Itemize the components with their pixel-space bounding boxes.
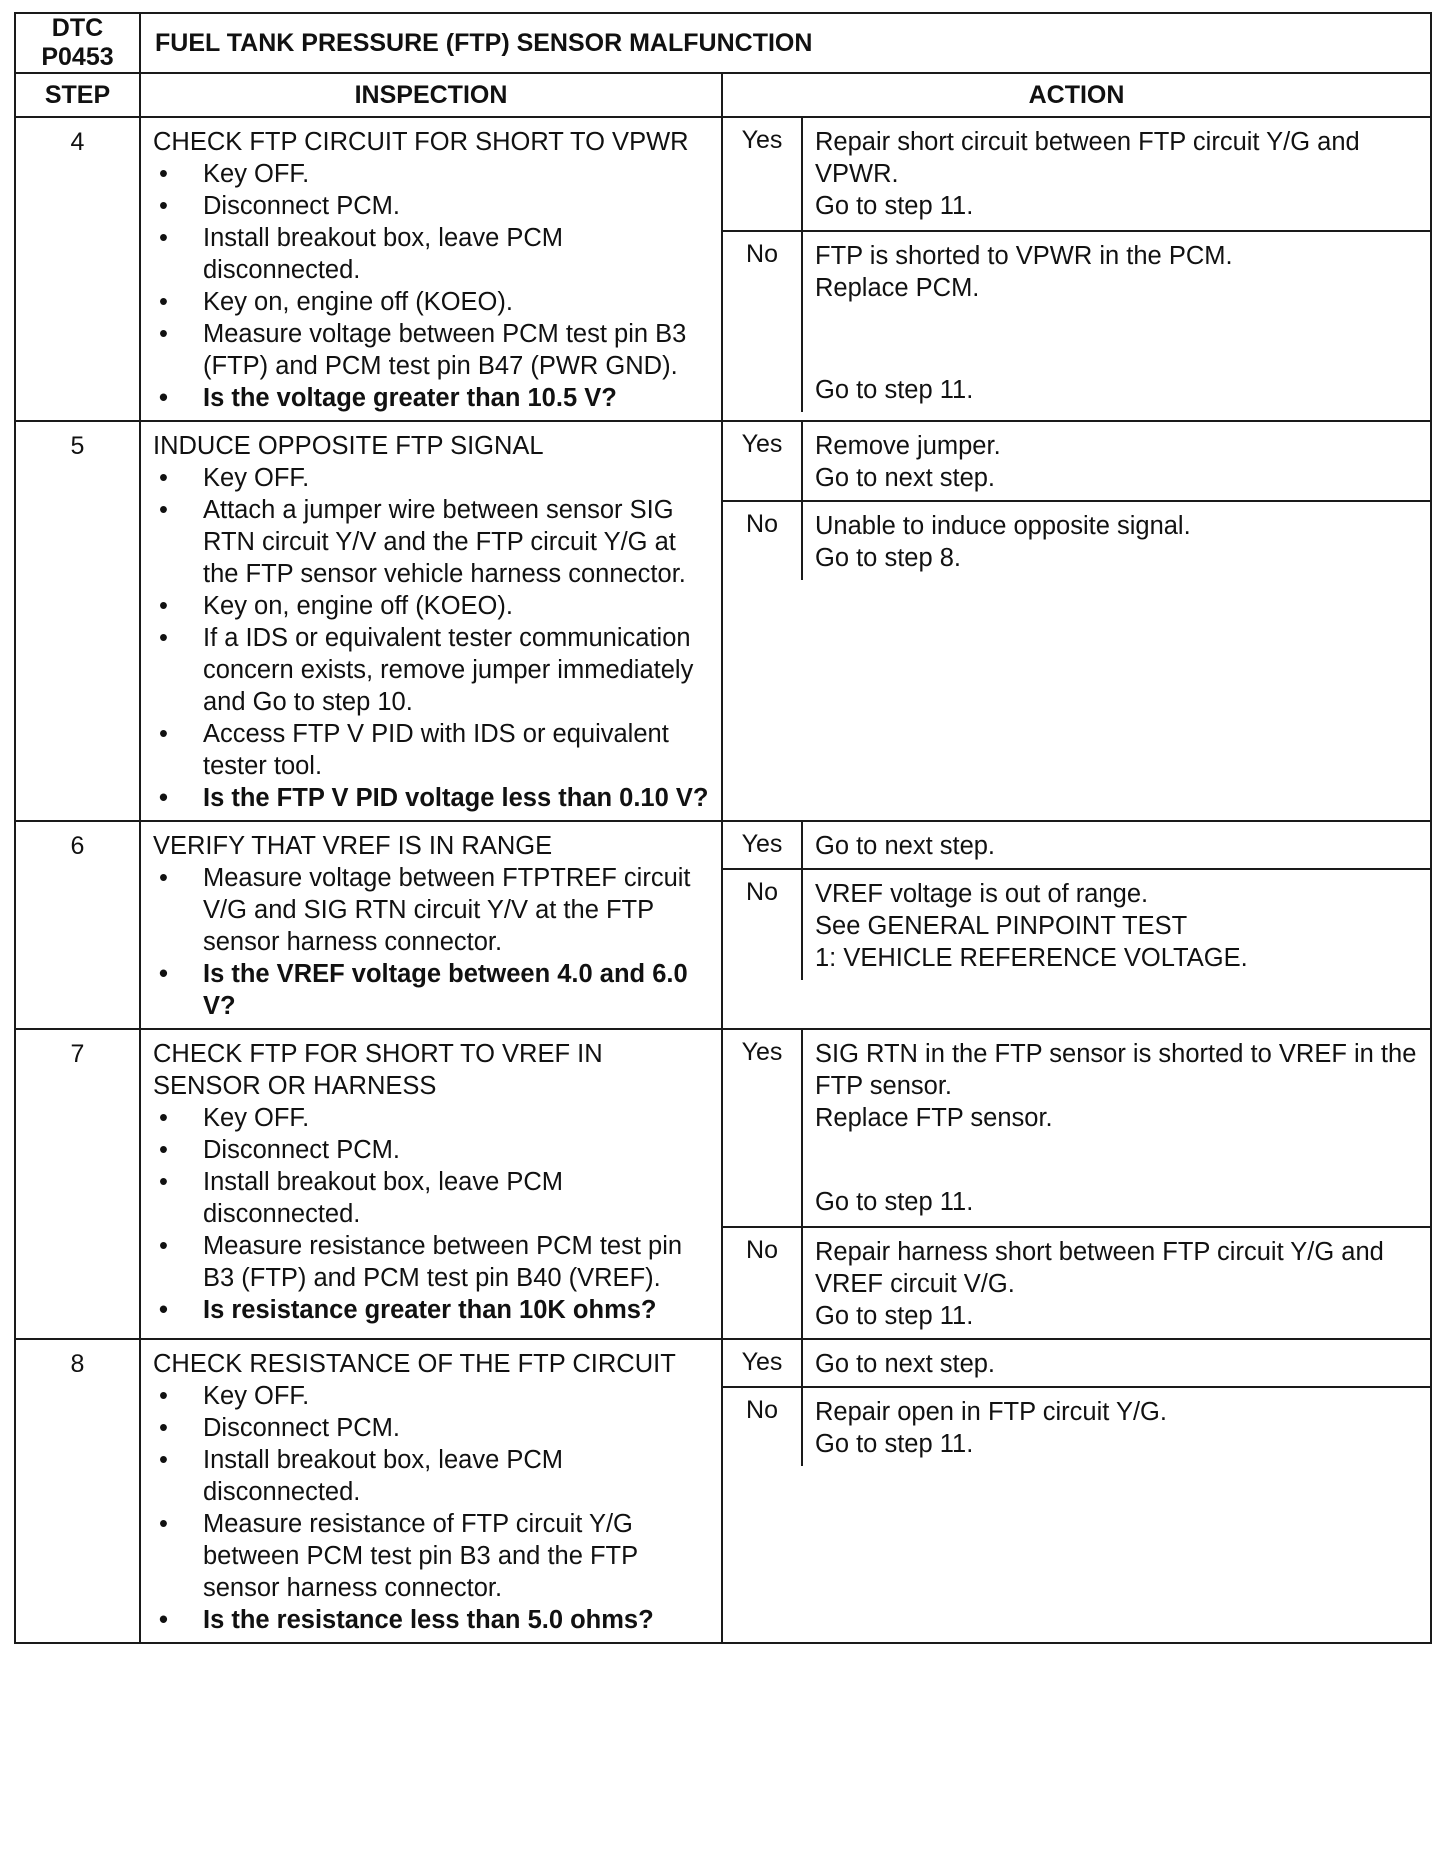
step-number: 6 (15, 821, 140, 1029)
column-inspection: INSPECTION (140, 73, 722, 117)
no-answer (723, 870, 1430, 980)
no-action-text (803, 502, 1430, 580)
inspection-cell (140, 421, 722, 821)
inspection-step: • Key OFF. (153, 462, 713, 494)
action-line: Go to step 11. (815, 1430, 974, 1458)
table-header-row (15, 13, 1431, 73)
action-line: Repair harness short between FTP circuit Y/G and VREF circuit V/G. (815, 1238, 1384, 1298)
action-spacer (815, 304, 1420, 374)
inspection-heading: INDUCE OPPOSITE FTP SIGNAL (153, 432, 544, 460)
action-line: SIG RTN in the FTP sensor is shorted to VREF in the FTP sensor. (815, 1040, 1417, 1100)
action-line: Go to next step. (815, 832, 996, 860)
action-line: Go to next step. (815, 464, 996, 492)
step-row (15, 117, 1431, 421)
yes-label: Yes (723, 822, 803, 868)
action-line: Remove jumper. (815, 432, 1001, 460)
inspection-heading: CHECK FTP CIRCUIT FOR SHORT TO VPWR (153, 128, 689, 156)
yes-answer (723, 422, 1430, 502)
no-label: No (723, 502, 803, 580)
inspection-step: • Measure voltage between PCM test pin B3 (FTP) and PCM test pin B47 (PWR GND). (153, 318, 713, 382)
inspection-step: • Measure voltage between FTPTREF circuit V/G and SIG RTN circuit Y/V at the FTP sensor harness connector. (153, 862, 713, 958)
action-line: Replace PCM. (815, 274, 980, 302)
inspection-step: • Install breakout box, leave PCM disconnected. (153, 1166, 713, 1230)
yes-answer (723, 1030, 1430, 1228)
inspection-step: • Key OFF. (153, 1102, 713, 1134)
action-line: Go to step 11. (815, 192, 974, 220)
inspection-steps-list (153, 862, 713, 1022)
no-label: No (723, 1228, 803, 1338)
action-line: Go to next step. (815, 1350, 996, 1378)
action-line: See GENERAL PINPOINT TEST (815, 912, 1188, 940)
inspection-steps-list (153, 462, 713, 814)
action-cell (722, 421, 1431, 821)
column-header-row (15, 73, 1431, 117)
inspection-cell (140, 117, 722, 421)
no-label: No (723, 232, 803, 412)
step-number: 5 (15, 421, 140, 821)
inspection-step: • Install breakout box, leave PCM disconnected. (153, 1444, 713, 1508)
action-line: Go to step 8. (815, 544, 962, 572)
action-cell (722, 821, 1431, 1029)
inspection-steps-list (153, 1102, 713, 1326)
step-number: 4 (15, 117, 140, 421)
inspection-question: • Is the FTP V PID voltage less than 0.10 V? (153, 782, 713, 814)
inspection-step: • Measure resistance between PCM test pin B3 (FTP) and PCM test pin B40 (VREF). (153, 1230, 713, 1294)
inspection-question: • Is resistance greater than 10K ohms? (153, 1294, 713, 1326)
diagnostic-table (14, 12, 1432, 1644)
inspection-question: • Is the voltage greater than 10.5 V? (153, 382, 713, 414)
inspection-step: • Key OFF. (153, 1380, 713, 1412)
inspection-step: • Disconnect PCM. (153, 1134, 713, 1166)
action-line: Repair open in FTP circuit Y/G. (815, 1398, 1167, 1426)
yes-action-text (803, 422, 1430, 500)
yes-answer (723, 1340, 1430, 1388)
diagnostic-table-page (14, 12, 1430, 1644)
inspection-steps-list (153, 158, 713, 414)
no-answer (723, 502, 1430, 580)
no-label: No (723, 1388, 803, 1466)
step-row (15, 821, 1431, 1029)
no-action-text (803, 870, 1430, 980)
step-rows (15, 117, 1431, 1643)
action-line: Go to step 11. (815, 376, 974, 404)
step-number: 8 (15, 1339, 140, 1643)
yes-action-text (803, 118, 1430, 230)
inspection-step: • Key OFF. (153, 158, 713, 190)
action-line: VREF voltage is out of range. (815, 880, 1149, 908)
yes-action-text (803, 1030, 1430, 1226)
yes-answer (723, 822, 1430, 870)
inspection-step: • Attach a jumper wire between sensor SIG RTN circuit Y/V and the FTP circuit Y/G at the FTP sensor vehicle harness connector. (153, 494, 713, 590)
action-line: Unable to induce opposite signal. (815, 512, 1191, 540)
inspection-step: • Key on, engine off (KOEO). (153, 286, 713, 318)
inspection-heading: CHECK FTP FOR SHORT TO VREF IN SENSOR OR HARNESS (153, 1040, 603, 1100)
column-step: STEP (15, 73, 140, 117)
no-answer (723, 232, 1430, 412)
dtc-title: FUEL TANK PRESSURE (FTP) SENSOR MALFUNCTION (140, 13, 1431, 73)
yes-action-text (803, 1340, 1430, 1386)
inspection-question: • Is the VREF voltage between 4.0 and 6.0 V? (153, 958, 713, 1022)
column-action: ACTION (722, 73, 1431, 117)
yes-label: Yes (723, 1340, 803, 1386)
action-line: FTP is shorted to VPWR in the PCM. (815, 242, 1233, 270)
yes-label: Yes (723, 1030, 803, 1226)
action-line: Replace FTP sensor. (815, 1104, 1053, 1132)
step-row (15, 1029, 1431, 1339)
yes-label: Yes (723, 422, 803, 500)
yes-label: Yes (723, 118, 803, 230)
action-spacer (815, 1134, 1420, 1186)
no-answer (723, 1388, 1430, 1466)
inspection-step: • Key on, engine off (KOEO). (153, 590, 713, 622)
no-action-text (803, 1388, 1430, 1466)
action-cell (722, 117, 1431, 421)
no-label: No (723, 870, 803, 980)
dtc-code: DTC P0453 (15, 13, 140, 73)
inspection-cell (140, 821, 722, 1029)
yes-answer (723, 118, 1430, 232)
inspection-question: • Is the resistance less than 5.0 ohms? (153, 1604, 713, 1636)
action-line: Go to step 11. (815, 1188, 974, 1216)
no-answer (723, 1228, 1430, 1338)
inspection-step: • Install breakout box, leave PCM disconnected. (153, 222, 713, 286)
inspection-step: • Disconnect PCM. (153, 190, 713, 222)
no-action-text (803, 232, 1430, 412)
inspection-steps-list (153, 1380, 713, 1636)
inspection-step: • Measure resistance of FTP circuit Y/G between PCM test pin B3 and the FTP sensor harness connector. (153, 1508, 713, 1604)
inspection-heading: VERIFY THAT VREF IS IN RANGE (153, 832, 553, 860)
no-action-text (803, 1228, 1430, 1338)
action-line: Repair short circuit between FTP circuit Y/G and VPWR. (815, 128, 1360, 188)
action-cell (722, 1029, 1431, 1339)
inspection-step: • If a IDS or equivalent tester communication concern exists, remove jumper immediately and Go to step 10. (153, 622, 713, 718)
inspection-step: • Access FTP V PID with IDS or equivalent tester tool. (153, 718, 713, 782)
yes-action-text (803, 822, 1430, 868)
inspection-step: • Disconnect PCM. (153, 1412, 713, 1444)
step-row (15, 421, 1431, 821)
inspection-cell (140, 1339, 722, 1643)
inspection-heading: CHECK RESISTANCE OF THE FTP CIRCUIT (153, 1350, 676, 1378)
action-cell (722, 1339, 1431, 1643)
action-line: Go to step 11. (815, 1302, 974, 1330)
step-row (15, 1339, 1431, 1643)
action-line: 1: VEHICLE REFERENCE VOLTAGE. (815, 944, 1248, 972)
step-number: 7 (15, 1029, 140, 1339)
inspection-cell (140, 1029, 722, 1339)
